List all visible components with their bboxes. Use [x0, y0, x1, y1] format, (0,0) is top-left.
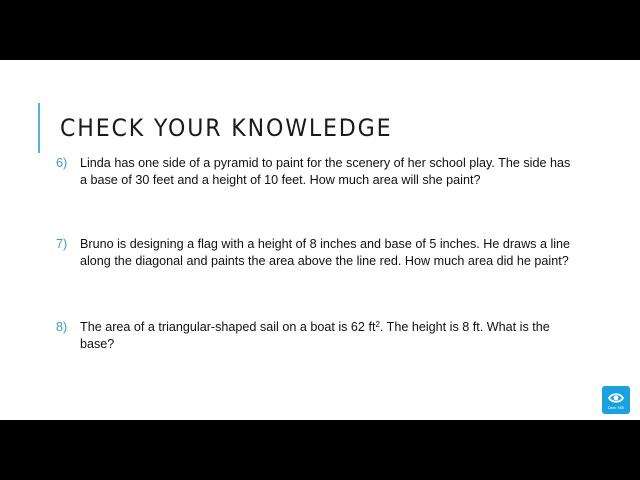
- question-text-after: . The height is 8 ft. What is the base?: [80, 320, 550, 351]
- superscript-exponent: 2: [375, 320, 380, 329]
- question-7: [56, 236, 576, 269]
- viewer-badge-button[interactable]: [602, 386, 630, 414]
- question-text: [80, 319, 576, 352]
- question-number: 8): [56, 320, 68, 334]
- badge-label: Dark 360: [607, 406, 625, 410]
- eye-icon: [608, 391, 624, 405]
- question-number: 7): [56, 237, 68, 251]
- question-text: Bruno is designing a flag with a height of 8 inches and base of 5 inches. He draws a line along the diagonal and paints the area above the line red. How much area did he paint?: [80, 237, 571, 268]
- question-text: Linda has one side of a pyramid to paint for the scenery of her school play. The side has a base of 30 feet and a height of 10 feet. How much area will she paint?: [80, 156, 571, 187]
- question-8: [56, 319, 576, 352]
- question-6: [56, 155, 576, 188]
- question-text-before: The area of a triangular-shaped sail on a boat is 62 ft: [80, 320, 376, 334]
- slide-title: CHECK YOUR KNOWLEDGE: [60, 114, 393, 142]
- title-accent-bar: [38, 103, 40, 153]
- question-number: 6): [56, 156, 68, 170]
- slide: [0, 60, 640, 420]
